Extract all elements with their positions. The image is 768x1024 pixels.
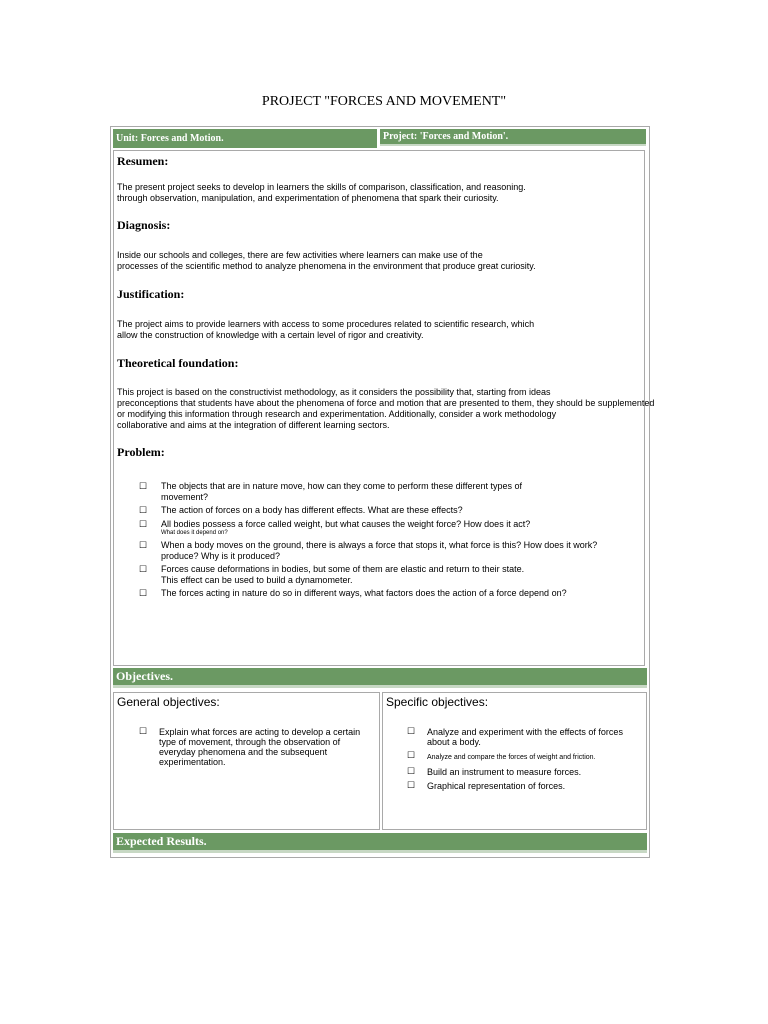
checkbox-icon: ☐ xyxy=(407,726,416,736)
checkbox-icon: ☐ xyxy=(139,481,148,491)
foundation-line: This project is based on the constructivist methodology, as it considers the possibility that, starting from ideas xyxy=(117,387,551,397)
foundation-line: collaborative and aims at the integration of different learning sectors. xyxy=(117,420,390,430)
list-item: ☐ All bodies possess a force called weight, but what causes the weight force? How does it act? What does it depend on? xyxy=(139,518,531,536)
foundation-line: or modifying this information through research and experimentation. Additionally, consider a work methodology xyxy=(117,409,557,419)
list-item: ☐ The action of forces on a body has different effects. What are these effects? xyxy=(139,505,463,515)
objectives-bar: Objectives. xyxy=(113,668,647,688)
checkbox-icon: ☐ xyxy=(139,588,148,598)
diagnosis-line: Inside our schools and colleges, there are few activities where learners can make use of the xyxy=(117,250,483,260)
specific-objectives-cell xyxy=(382,692,647,830)
resumen-text xyxy=(117,182,642,204)
checkbox-icon: ☐ xyxy=(139,505,148,515)
general-objectives-title: General objectives: xyxy=(117,695,220,709)
specific-objectives-list xyxy=(407,727,635,795)
checkbox-icon: ☐ xyxy=(407,750,416,760)
diagnosis-text xyxy=(117,250,642,272)
resumen-line: through observation, manipulation, and experimentation of phenomena that spark their curiosity. xyxy=(117,193,499,203)
list-item: ☐ The forces acting in nature do so in different ways, what factors does the action of a force depend on? xyxy=(139,588,567,598)
justification-line: The project aims to provide learners with access to some procedures related to scientific research, which xyxy=(117,319,535,329)
list-item: ☐ The objects that are in nature move, how can they come to perform these different types of movement? xyxy=(139,481,523,502)
foundation-text xyxy=(117,387,655,431)
checkbox-icon: ☐ xyxy=(407,766,416,776)
problem-list xyxy=(139,481,629,602)
checkbox-icon: ☐ xyxy=(139,726,148,736)
list-item: ☐ When a body moves on the ground, there is always a force that stops it, what force is this? How does it work? produce? Why is it produced? xyxy=(139,540,598,561)
justification-line: allow the construction of knowledge with a certain level of rigor and creativity. xyxy=(117,330,424,340)
justification-text xyxy=(117,319,642,341)
expected-results-bar: Expected Results. xyxy=(113,833,647,853)
resumen-line: The present project seeks to develop in learners the skills of comparison, classification, and reasoning. xyxy=(117,182,526,192)
page-title: PROJECT "FORCES AND MOVEMENT" xyxy=(261,94,507,109)
resumen-heading: Resumen: xyxy=(117,154,169,168)
list-item: ☐ Forces cause deformations in bodies, but some of them are elastic and return to their state. This effect can be used to build a dynamometer. xyxy=(139,564,525,585)
foundation-heading: Theoretical foundation: xyxy=(117,356,239,370)
foundation-line: preconceptions that students have about the phenomena of force and motion that are presented to them, they should be supplemented xyxy=(117,398,655,408)
general-objectives-cell xyxy=(113,692,380,830)
checkbox-icon: ☐ xyxy=(139,564,148,574)
justification-heading: Justification: xyxy=(117,287,185,301)
list-item: ☐ Analyze and experiment with the effects of forces about a body. xyxy=(407,726,623,747)
checkbox-icon: ☐ xyxy=(407,780,416,790)
problem-heading: Problem: xyxy=(117,445,165,459)
list-item: ☐ Explain what forces are acting to develop a certain type of movement, through the observation of everyday phenomena and the subsequent experimentation. xyxy=(139,726,361,767)
diagnosis-heading: Diagnosis: xyxy=(117,218,171,232)
general-objectives-list xyxy=(139,727,375,771)
list-item: ☐ Analyze and compare the forces of weight and friction. xyxy=(407,750,596,761)
list-item: ☐ Graphical representation of forces. xyxy=(407,780,566,791)
project-label: Project: 'Forces and Motion'. xyxy=(380,129,646,146)
content-cell xyxy=(113,150,655,666)
list-item: ☐ Build an instrument to measure forces. xyxy=(407,766,582,777)
project-frame xyxy=(110,126,655,858)
unit-label: Unit: Forces and Motion. xyxy=(113,129,377,148)
checkbox-icon: ☐ xyxy=(139,518,148,529)
diagnosis-line: processes of the scientific method to analyze phenomena in the environment that produce great curiosity. xyxy=(117,261,536,271)
specific-objectives-title: Specific objectives: xyxy=(386,695,489,709)
checkbox-icon: ☐ xyxy=(139,540,148,550)
